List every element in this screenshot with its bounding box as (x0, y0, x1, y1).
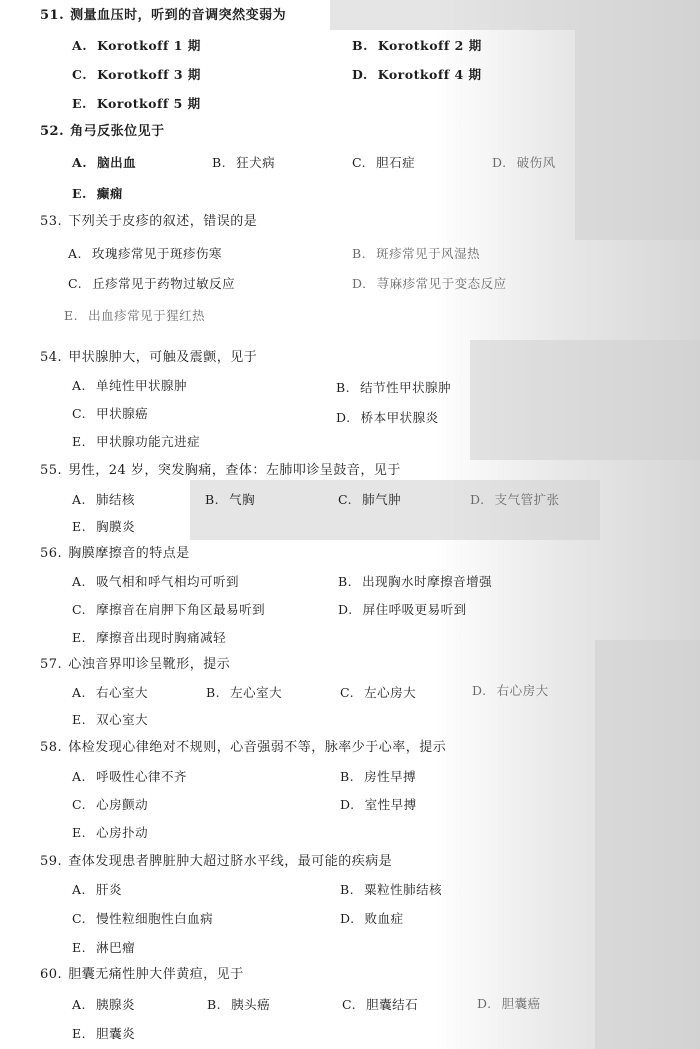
question-stem: 53. 下列关于皮疹的叙述，错误的是 (40, 214, 258, 229)
option-a: A. 吸气相和呼气相均可听到 (72, 574, 240, 589)
option-c: C. 胆囊结石 (342, 997, 419, 1012)
scan-shadow (330, 0, 700, 30)
option-d: D. 桥本甲状腺炎 (336, 410, 439, 425)
scan-shadow (190, 480, 600, 540)
option-b: B. 出现胸水时摩擦音增强 (338, 574, 493, 589)
option-d: D. 胆囊癌 (477, 996, 541, 1011)
question-stem: 56. 胸膜摩擦音的特点是 (40, 546, 190, 561)
option-e: E. 心房扑动 (72, 825, 149, 840)
option-a: A. 肝炎 (72, 882, 123, 897)
question-text: 测量血压时，听到的音调突然变弱为 (70, 8, 287, 23)
scan-shadow (595, 640, 700, 1049)
option-b: B. 左心室大 (206, 685, 283, 700)
option-c: C. 左心房大 (340, 685, 417, 700)
option-a: A. 单纯性甲状腺肿 (72, 378, 188, 393)
option-b: B. 房性早搏 (340, 769, 417, 784)
option-d: D. 室性早搏 (340, 797, 417, 812)
option-d: D. 支气管扩张 (470, 492, 560, 507)
question-stem: 55. 男性，24 岁，突发胸痛，查体：左肺叩诊呈鼓音，见于 (40, 463, 401, 478)
option-b: B. 粟粒性肺结核 (340, 882, 443, 897)
question-stem: 52. 角弓反张位见于 (40, 124, 165, 139)
option-e: E. Korotkoff 5 期 (72, 96, 201, 111)
option-e: E. 出血疹常见于猩红热 (64, 308, 206, 323)
option-e: E. 淋巴瘤 (72, 940, 136, 955)
option-e: E. 癫痫 (72, 186, 123, 201)
question-number: 51. (40, 8, 65, 23)
scan-shadow (575, 30, 700, 240)
option-d: D. 荨麻疹常见于变态反应 (352, 276, 507, 291)
option-b: B. 胰头癌 (207, 997, 271, 1012)
option-c: C. 慢性粒细胞性白血病 (72, 911, 214, 926)
option-e: E. 胸膜炎 (72, 519, 136, 534)
option-e: E. 胆囊炎 (72, 1026, 136, 1041)
option-e: E. 甲状腺功能亢进症 (72, 434, 201, 449)
option-b: B. 狂犬病 (212, 155, 276, 170)
option-c: C. 摩擦音在肩胛下角区最易听到 (72, 602, 266, 617)
option-d: D. 败血症 (340, 911, 404, 926)
option-c: C. 肺气肿 (338, 492, 402, 507)
option-a: A. 呼吸性心律不齐 (72, 769, 188, 784)
option-a: A. 脑出血 (72, 155, 137, 170)
option-d: D. 破伤风 (492, 155, 556, 170)
option-d: D. 右心房大 (472, 683, 549, 698)
option-b: B. 气胸 (205, 492, 256, 507)
option-a: A. 玫瑰疹常见于斑疹伤寒 (68, 246, 223, 261)
option-c: C. 丘疹常见于药物过敏反应 (68, 276, 236, 291)
option-b: B. 结节性甲状腺肿 (336, 380, 452, 395)
option-d: D. 屏住呼吸更易听到 (338, 602, 467, 617)
option-a: A. 肺结核 (72, 492, 136, 507)
question-stem: 60. 胆囊无痛性肿大伴黄疸，见于 (40, 967, 244, 982)
option-c: C. Korotkoff 3 期 (72, 67, 201, 82)
option-a: A. Korotkoff 1 期 (72, 38, 201, 53)
option-b: B. Korotkoff 2 期 (352, 38, 482, 53)
option-c: C. 胆石症 (352, 155, 416, 170)
scan-shadow (470, 340, 700, 460)
option-e: E. 摩擦音出现时胸痛减轻 (72, 630, 227, 645)
question-stem: 54. 甲状腺肿大，可触及震颤，见于 (40, 350, 258, 365)
question-stem (40, 8, 286, 24)
question-stem: 58. 体检发现心律绝对不规则，心音强弱不等，脉率少于心率，提示 (40, 740, 447, 755)
option-b: B. 斑疹常见于风湿热 (352, 246, 481, 261)
option-c: C. 甲状腺癌 (72, 406, 149, 421)
option-d: D. Korotkoff 4 期 (352, 67, 482, 82)
option-a: A. 胰腺炎 (72, 997, 136, 1012)
question-stem: 59. 查体发现患者脾脏肿大超过脐水平线，最可能的疾病是 (40, 854, 393, 869)
option-c: C. 心房颤动 (72, 797, 149, 812)
option-a: A. 右心室大 (72, 685, 149, 700)
option-e: E. 双心室大 (72, 712, 149, 727)
question-stem: 57. 心浊音界叩诊呈靴形，提示 (40, 657, 231, 672)
